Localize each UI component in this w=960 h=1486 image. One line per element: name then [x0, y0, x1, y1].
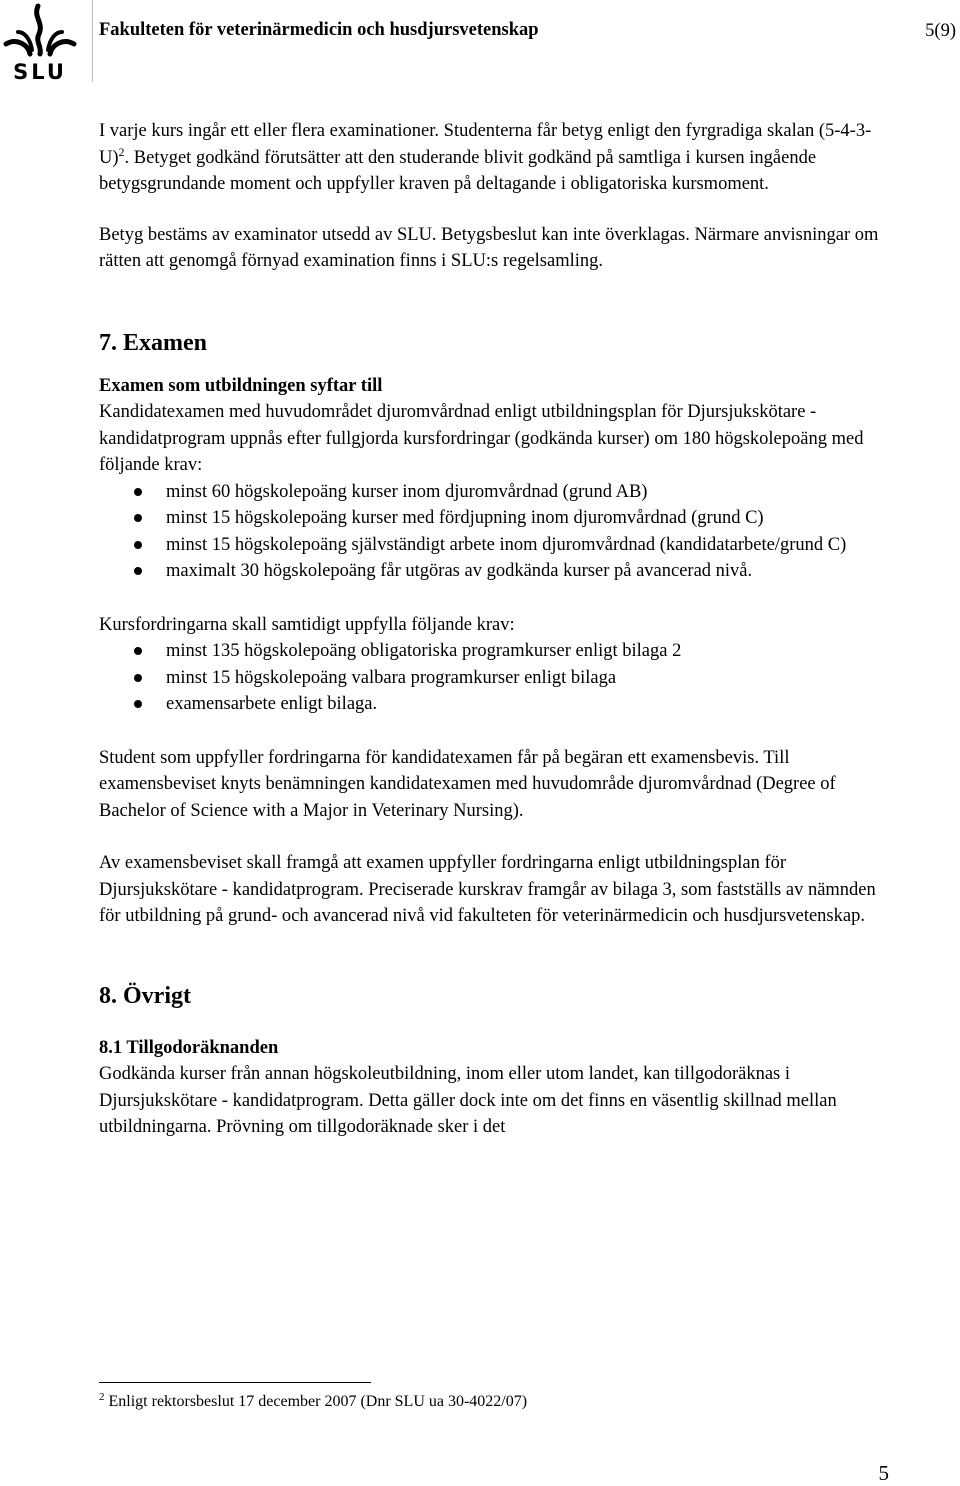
course-requirements-list: [99, 638, 889, 718]
list-item: maximalt 30 högskolepoäng får utgöras av godkända kurser på avancerad nivå.: [99, 558, 889, 585]
footnote-separator: [99, 1382, 371, 1383]
paragraph-examensbevis: Student som uppfyller fordringarna för kandidatexamen får på begäran ett examensbevis. Till examensbeviset knyts benämningen kandidatexamen med huvudområde djuromvårdnad (Degree of Bachelor of Science with a Major in Veterinary Nursing).: [99, 747, 836, 821]
bullet-icon: [134, 514, 142, 522]
bullet-icon: [134, 700, 142, 708]
list-item: minst 135 högskolepoäng obligatoriska programkurser enligt bilaga 2: [99, 638, 889, 665]
list-item: minst 15 högskolepoäng självständigt arbete inom djuromvårdnad (kandidatarbete/grund C): [99, 532, 889, 559]
paragraph-kursfordringar: Kursfordringarna skall samtidigt uppfylla följande krav:: [99, 614, 515, 635]
header-title: Fakulteten för veterinärmedicin och husdjursvetenskap: [99, 20, 539, 40]
header-divider: [92, 0, 93, 82]
footnote-number: 2: [99, 1391, 105, 1403]
document-body: [99, 118, 889, 1141]
paragraph-examination: I varje kurs ingår ett eller flera examinationer. Studenterna får betyg enligt den fyrgradiga skalan $(5-4-3-U)^2$. Betyget godkänd förutsätter att den studerande blivit godkänd på samtliga i kursen ingående betygsgrundande moment och uppfyller kraven på deltagande i obligatoriska kursmoment.: [99, 121, 872, 194]
subheading-tillgodo: 8.1 Tillgodoräknanden: [99, 1037, 279, 1058]
bullet-icon: [134, 541, 142, 549]
list-item: examensarbete enligt bilaga.: [99, 691, 889, 718]
bullet-icon: [134, 674, 142, 682]
page-number: 5: [878, 1461, 889, 1485]
logo-text: SLU: [13, 60, 67, 82]
list-item: minst 15 högskolepoäng kurser med fördjupning inom djuromvårdnad (grund C): [99, 505, 889, 532]
subheading-examen: Examen som utbildningen syftar till: [99, 375, 383, 396]
footnote-text: Enligt rektorsbeslut 17 december 2007 (Dnr SLU ua 30-4022/07): [104, 1393, 528, 1410]
bullet-icon: [134, 647, 142, 655]
requirements-list: [99, 479, 889, 585]
paragraph-tillgodo: Godkända kurser från annan högskoleutbildning, inom eller utom landet, kan tillgodoräknas i Djursjukskötare - kandidatprogram. Detta gäller dock inte om det finns en väsentlig skillnad mellan utbildningarna. Prövning om tillgodoräknade sker i det: [99, 1064, 837, 1137]
heading-ovrigt: 8. Övrigt: [99, 982, 191, 1009]
footnote: [99, 1393, 527, 1411]
paragraph-fordringar: Av examensbeviset skall framgå att examen uppfyller fordringarna enligt utbildningsplan för Djursjukskötare - kandidatprogram. Preciserade kurskrav framgår av bilaga 3, som fastställs av nämnden för utbildning på grund- och avancerad nivå vid fakulteten för veterinärmedicin och husdjursvetenskap.: [99, 853, 876, 926]
slu-logo: [2, 2, 78, 82]
header-page-label: 5(9): [925, 21, 956, 41]
bullet-icon: [134, 567, 142, 575]
list-item: minst 60 högskolepoäng kurser inom djuromvårdnad (grund AB): [99, 479, 889, 506]
list-item: minst 15 högskolepoäng valbara programkurser enligt bilaga: [99, 665, 889, 692]
bullet-icon: [134, 488, 142, 496]
paragraph-betyg: Betyg bestäms av examinator utsedd av SLU. Betygsbeslut kan inte överklagas. Närmare anvisningar om rätten att genomgå förnyad examination finns i SLU:s regelsamling.: [99, 224, 879, 271]
paragraph-kandidatexamen: Kandidatexamen med huvudområdet djuromvårdnad enligt utbildningsplan för Djursjukskötare - kandidatprogram uppnås efter fullgjorda kursfordringar (godkända kurser) om 180 högskolepoäng med följande krav:: [99, 402, 864, 475]
heading-examen: 7. Examen: [99, 329, 207, 356]
footnote-ref[interactable]: 2: [118, 144, 125, 159]
